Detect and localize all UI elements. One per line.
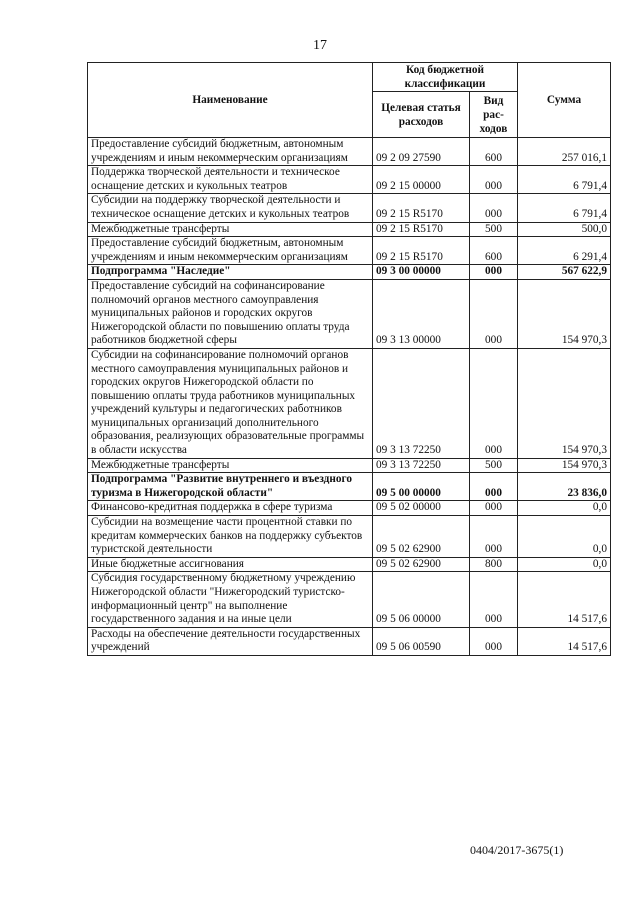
table-row [88, 166, 611, 194]
table-row [88, 516, 611, 558]
row-sum-cell: 500,0 [518, 222, 611, 237]
row-sum-cell: 6 791,4 [518, 194, 611, 222]
row-sum-cell: 6 791,4 [518, 166, 611, 194]
table-row [88, 138, 611, 166]
row-sum-cell: 14 517,6 [518, 627, 611, 655]
table-row [88, 237, 611, 265]
row-sum-cell: 23 836,0 [518, 473, 611, 501]
row-sum-cell: 154 970,3 [518, 279, 611, 348]
table-row [88, 572, 611, 627]
row-code-cell: 09 5 06 00000 [373, 572, 470, 627]
row-name-cell: Предоставление субсидий бюджетным, автономным учреждениям и иным некоммерческим организациям [88, 138, 373, 166]
table-row [88, 473, 611, 501]
table-row [88, 348, 611, 458]
row-sum-cell: 257 016,1 [518, 138, 611, 166]
row-code-cell: 09 3 00 00000 [373, 265, 470, 280]
row-name-cell: Межбюджетные трансферты [88, 458, 373, 473]
row-code-cell: 09 2 09 27590 [373, 138, 470, 166]
row-type-cell: 000 [470, 279, 518, 348]
row-sum-cell: 0,0 [518, 557, 611, 572]
row-type-cell: 600 [470, 138, 518, 166]
row-sum-cell: 6 291,4 [518, 237, 611, 265]
row-name-cell: Предоставление субсидий бюджетным, автономным учреждениям и иным некоммерческим организациям [88, 237, 373, 265]
row-code-cell: 09 3 13 72250 [373, 458, 470, 473]
row-code-cell: 09 5 00 00000 [373, 473, 470, 501]
row-code-cell: 09 5 02 00000 [373, 501, 470, 516]
header-expense-type: Вид рас-ходов [470, 92, 518, 138]
row-code-cell: 09 5 02 62900 [373, 516, 470, 558]
row-code-cell: 09 2 15 R5170 [373, 237, 470, 265]
row-type-cell: 800 [470, 557, 518, 572]
table-row [88, 194, 611, 222]
table-row [88, 557, 611, 572]
row-name-cell: Субсидия государственному бюджетному учреждению Нижегородской области "Нижегородский туристско-информационный центр" на выполнение государственного задания и на иные цели [88, 572, 373, 627]
table-row [88, 458, 611, 473]
row-name-cell: Расходы на обеспечение деятельности государственных учреждений [88, 627, 373, 655]
row-sum-cell: 14 517,6 [518, 572, 611, 627]
row-code-cell: 09 2 15 00000 [373, 166, 470, 194]
row-type-cell: 000 [470, 265, 518, 280]
row-type-cell: 000 [470, 473, 518, 501]
row-code-cell: 09 2 15 R5170 [373, 194, 470, 222]
header-target-article: Целевая статья расходов [373, 92, 470, 138]
row-sum-cell: 154 970,3 [518, 458, 611, 473]
row-name-cell: Субсидии на поддержку творческой деятельности и техническое оснащение детских и кукольных театров [88, 194, 373, 222]
table-row [88, 627, 611, 655]
table-row [88, 279, 611, 348]
row-code-cell: 09 5 02 62900 [373, 557, 470, 572]
row-sum-cell: 567 622,9 [518, 265, 611, 280]
row-type-cell: 000 [470, 194, 518, 222]
row-type-cell: 000 [470, 627, 518, 655]
row-sum-cell: 154 970,3 [518, 348, 611, 458]
row-code-cell: 09 3 13 72250 [373, 348, 470, 458]
row-type-cell: 500 [470, 458, 518, 473]
row-name-cell: Подпрограмма "Развитие внутреннего и въездного туризма в Нижегородской области" [88, 473, 373, 501]
table-row [88, 501, 611, 516]
row-type-cell: 500 [470, 222, 518, 237]
row-name-cell: Межбюджетные трансферты [88, 222, 373, 237]
row-name-cell: Субсидии на софинансирование полномочий органов местного самоуправления муниципальных районов и городских округов Нижегородской области по повышению оплаты труда работников муниципальных учреждений культуры и педагогических работников муниципальных организаций дополнительного образования, реализующих образовательные программы в области искусства [88, 348, 373, 458]
row-name-cell: Предоставление субсидий на софинансирование полномочий органов местного самоуправления муниципальных районов и городских округов Нижегородской области по повышению оплаты труда работников бюджетной сферы [88, 279, 373, 348]
row-sum-cell: 0,0 [518, 516, 611, 558]
table-row [88, 222, 611, 237]
header-amount: Сумма [518, 63, 611, 138]
row-type-cell: 000 [470, 348, 518, 458]
row-type-cell: 000 [470, 516, 518, 558]
row-name-cell: Субсидии на возмещение части процентной ставки по кредитам коммерческих банков на поддержку субъектов туристской деятельности [88, 516, 373, 558]
row-name-cell: Финансово-кредитная поддержка в сфере туризма [88, 501, 373, 516]
table-row [88, 265, 611, 280]
row-type-cell: 000 [470, 501, 518, 516]
budget-table [87, 62, 611, 656]
row-name-cell: Иные бюджетные ассигнования [88, 557, 373, 572]
row-sum-cell: 0,0 [518, 501, 611, 516]
header-name: Наименование [88, 63, 373, 138]
row-type-cell: 000 [470, 166, 518, 194]
row-code-cell: 09 5 06 00590 [373, 627, 470, 655]
header-budget-code: Код бюджетной классификации [373, 63, 518, 92]
row-type-cell: 000 [470, 572, 518, 627]
row-code-cell: 09 3 13 00000 [373, 279, 470, 348]
row-code-cell: 09 2 15 R5170 [373, 222, 470, 237]
row-name-cell: Подпрограмма "Наследие" [88, 265, 373, 280]
row-type-cell: 600 [470, 237, 518, 265]
page-number: 17 [313, 38, 327, 53]
document-footer-code: 0404/2017-3675(1) [470, 843, 564, 857]
row-name-cell: Поддержка творческой деятельности и техническое оснащение детских и кукольных театров [88, 166, 373, 194]
